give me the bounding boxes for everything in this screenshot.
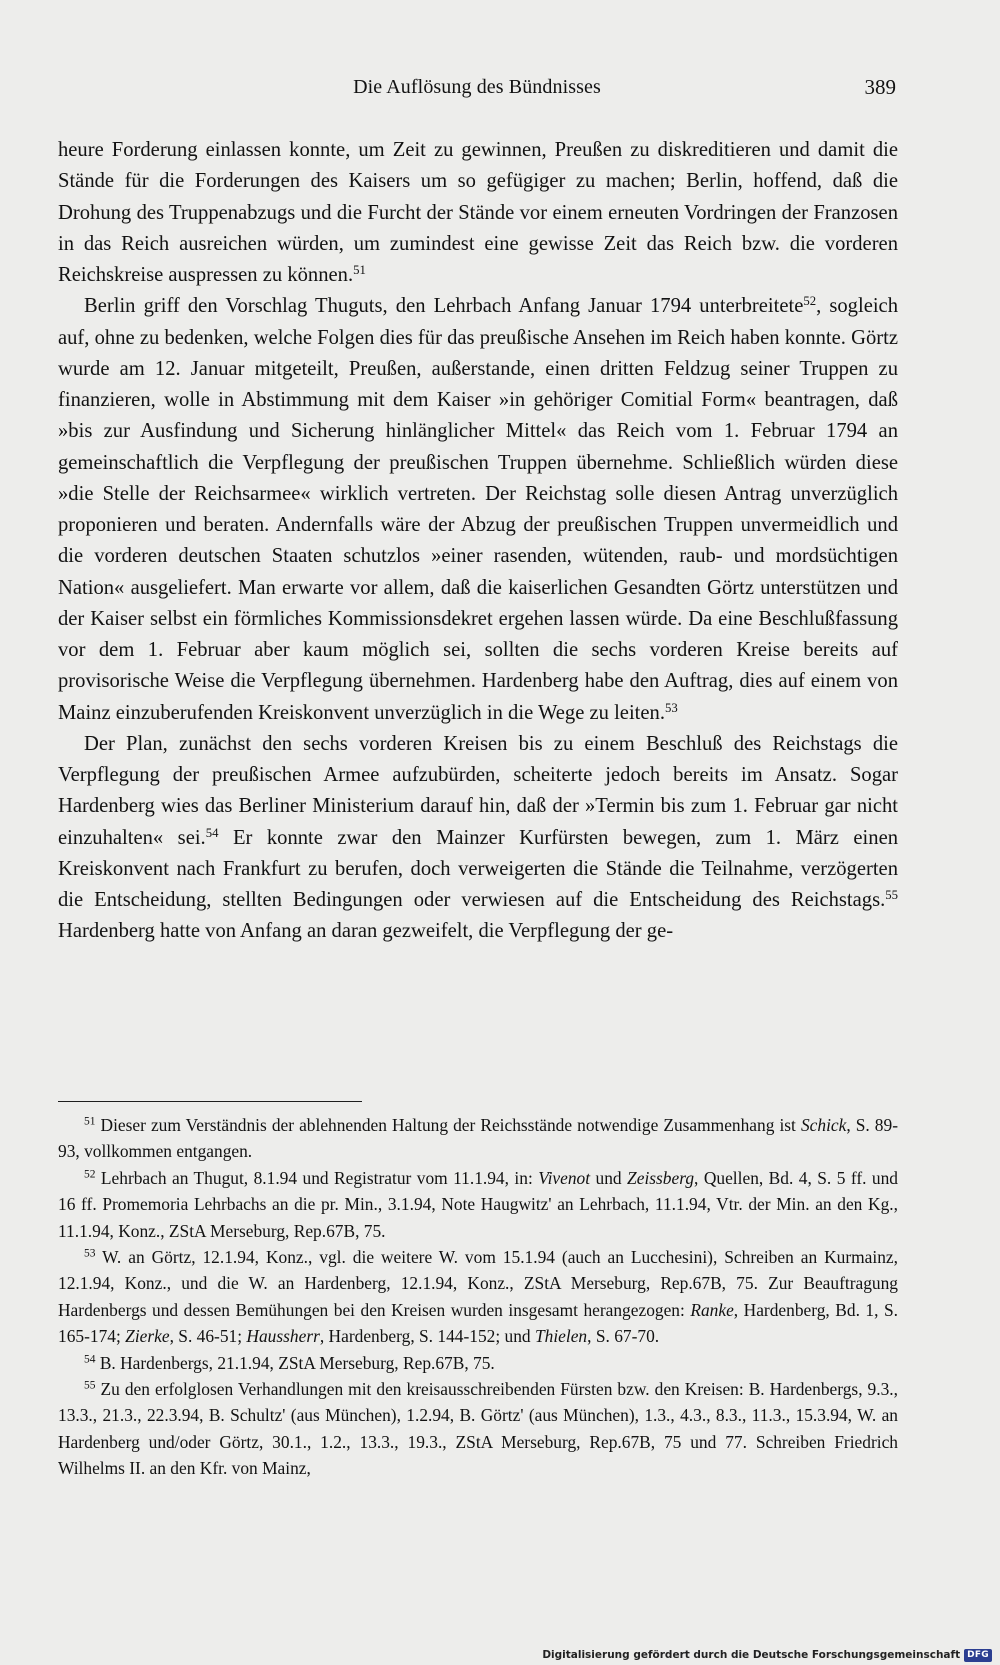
footnote-ref: 51 <box>84 1115 96 1128</box>
cited-author: Haussherr <box>246 1326 320 1347</box>
body-text <box>58 135 898 948</box>
text-run: Dieser zum Verständnis der ablehnenden Haltung der Reichsstände notwendige Zusammenhang ist <box>95 1115 801 1135</box>
cited-author: Zeissberg <box>627 1167 695 1188</box>
running-head <box>58 72 896 102</box>
text-run: Zu den erfolglosen Verhandlungen mit den kreisausschreibenden Fürsten bzw. den Kreisen: B. Hardenbergs, 9.3., 13.3., 21.3., 22.3.94, B. Schultz' (aus München), 1.2.94, B. Görtz' (aus München), 1.3., 4.3., 8.3., 11.3., 15.3.94, W. an Hardenberg und/oder Görtz, 30.1., 1.2., 13.3., 19.3., ZStA Merseburg, Rep.67B, 75 und 77. Schreiben Friedrich Wilhelms II. an den Kfr. von Mainz, <box>58 1379 898 1479</box>
text-run: Lehrbach an Thugut, 8.1.94 und Registratur vom 11.1.94, in: <box>95 1167 539 1188</box>
cited-author: Schick <box>800 1115 847 1135</box>
footnote <box>58 1244 898 1350</box>
footnote-ref: 53 <box>664 700 678 715</box>
footnote <box>58 1165 898 1244</box>
text-run: Er konnte zwar den Mainzer Kurfürsten bewegen, zum 1. März einen Kreiskonvent nach Frankfurt zu berufen, doch verweigerten die Stände die Teilnahme, verzögerten die Entscheidung, stellten Bedingungen oder verwiesen auf die Entscheidung des Reichstags. <box>58 826 899 911</box>
footnote-ref: 55 <box>84 1379 96 1392</box>
footnote-ref: 54 <box>205 825 219 840</box>
text-run: Hardenberg hatte von Anfang an daran gezweifelt, die Verpflegung der ge- <box>58 920 674 943</box>
footnote-ref: 54 <box>84 1353 96 1366</box>
footnote <box>58 1112 898 1165</box>
text-run: B. Hardenbergs, 21.1.94, ZStA Merseburg, Rep.67B, 75. <box>95 1352 495 1373</box>
text-run: , S. 89-93, vollkommen entgangen. <box>58 1115 898 1162</box>
footnote <box>58 1350 898 1376</box>
text-run: Der Plan, zunächst den sechs vorderen Kreisen bis zu einem Beschluß des Reichstags die Verpflegung der preußischen Armee aufzubürden, scheiterte jedoch bereits im Ansatz. Sogar Hardenberg wies das Berliner Ministerium darauf hin, daß der »Termin bis zum 1. Februar gar nicht einzuhalten« sei. <box>58 732 898 849</box>
footnote-ref: 52 <box>84 1168 96 1181</box>
footnotes <box>58 1112 898 1482</box>
text-run: W. an Görtz, 12.1.94, Konz., vgl. die weitere W. vom 15.1.94 (auch an Lucchesini), Schreiben an Kurmainz, 12.1.94, Konz., und die W. an Hardenberg, 12.1.94, Konz., ZStA Merseburg, Rep.67B, 75. Zur Beauftragung Hardenbergs und dessen Bemühungen bei den Kreisen wurden insgesamt herangezogen: <box>58 1247 898 1320</box>
text-run: , Hardenberg, S. 144-152; und <box>319 1326 535 1347</box>
cited-author: Ranke <box>690 1299 734 1320</box>
text-run: Berlin griff den Vorschlag Thuguts, den Lehrbach Anfang Januar 1794 unterbreitete <box>84 295 804 318</box>
paragraph <box>58 291 898 729</box>
dfg-logo-icon: DFG <box>964 1649 992 1662</box>
footnote-ref: 52 <box>803 294 817 309</box>
footnote <box>58 1376 898 1482</box>
text-run: heure Forderung einlassen konnte, um Zeit zu gewinnen, Preußen zu diskreditieren und damit die Stände für die Forderungen des Kaisers um so gefügiger zu machen; Berlin, hoffend, daß die Drohung des Truppenabzugs und die Furcht der Stände vor einem erneuten Vordringen der Franzosen in das Reich ausreichen würden, um zumindest eine gewisse Zeit das Reich bzw. die vorderen Reichskreise auspressen zu können. <box>58 139 898 286</box>
cited-author: Zierke <box>125 1326 170 1347</box>
text-run: , sogleich auf, ohne zu bedenken, welche Folgen dies für das preußische Ansehen im Reich haben konnte. Görtz wurde am 12. Januar mitgeteilt, Preußen, außerstande, einen dritten Feldzug seiner Truppen zu finanzieren, wolle in Abstimmung mit dem Kaiser »in gehöriger Comitial Form« beantragen, daß »bis zur Ausfindung und Sicherung hinlänglicher Mittel« das Reich vom 1. Februar 1794 an gemeinschaftlich die Verpflegung der preußischen Truppen übernehme. Schließlich würden diese »die Stelle der Reichsarmee« wirklich vertreten. Der Reichstag solle diesen Antrag unverzüglich proponieren und beraten. Andernfalls wäre der Abzug der preußischen Truppen unvermeidlich und die vorderen deutschen Staaten schutzlos »einer rasenden, wütenden, raub- und mordsüchtigen Nation« ausgeliefert. Man erwarte vor allem, daß die kaiserlichen Gesandten Görtz unterstützen und der Kaiser selbst ein förmliches Kommissionsdekret ergehen lassen würde. Da eine Beschlußfassung vor dem 1. Februar aber kaum möglich sei, sollten die sechs vorderen Kreise bereits auf provisorische Weise die Verpflegung übernehmen. Hardenberg habe den Auftrag, dies auf einem von Mainz einzuberufenden Kreiskonvent unverzüglich in die Wege zu leiten. <box>58 295 898 724</box>
paragraph <box>58 135 898 291</box>
text-run: , S. 46-51; <box>169 1326 247 1347</box>
footnote-ref: 53 <box>84 1247 96 1260</box>
text-run: , Quellen, Bd. 4, S. 5 ff. und 16 ff. Promemoria Lehrbachs an die pr. Min., 3.1.94, Note Haugwitz' an Lehrbach, 11.1.94, Vtr. der Min. an den Kg., 11.1.94, Konz., ZStA Merseburg, Rep.67B, 75. <box>58 1167 898 1241</box>
running-title: Die Auflösung des Bündnisses <box>353 76 601 98</box>
cited-author: Vivenot <box>538 1167 591 1188</box>
page-number: 389 <box>864 75 896 99</box>
footnote-rule <box>58 1101 362 1102</box>
text-run: , Hardenberg, Bd. 1, S. 165-174; <box>58 1299 898 1347</box>
credit-text: Digitalisierung gefördert durch die Deutsche Forschungsgemeinschaft <box>542 1649 961 1661</box>
footnote-ref: 55 <box>885 887 898 902</box>
text-run: und <box>590 1167 628 1188</box>
paragraph <box>58 729 898 948</box>
digitization-credit <box>542 1647 992 1663</box>
footnote-ref: 51 <box>353 262 366 277</box>
cited-author: Thielen <box>534 1326 588 1347</box>
text-run: , S. 67-70. <box>587 1326 660 1347</box>
